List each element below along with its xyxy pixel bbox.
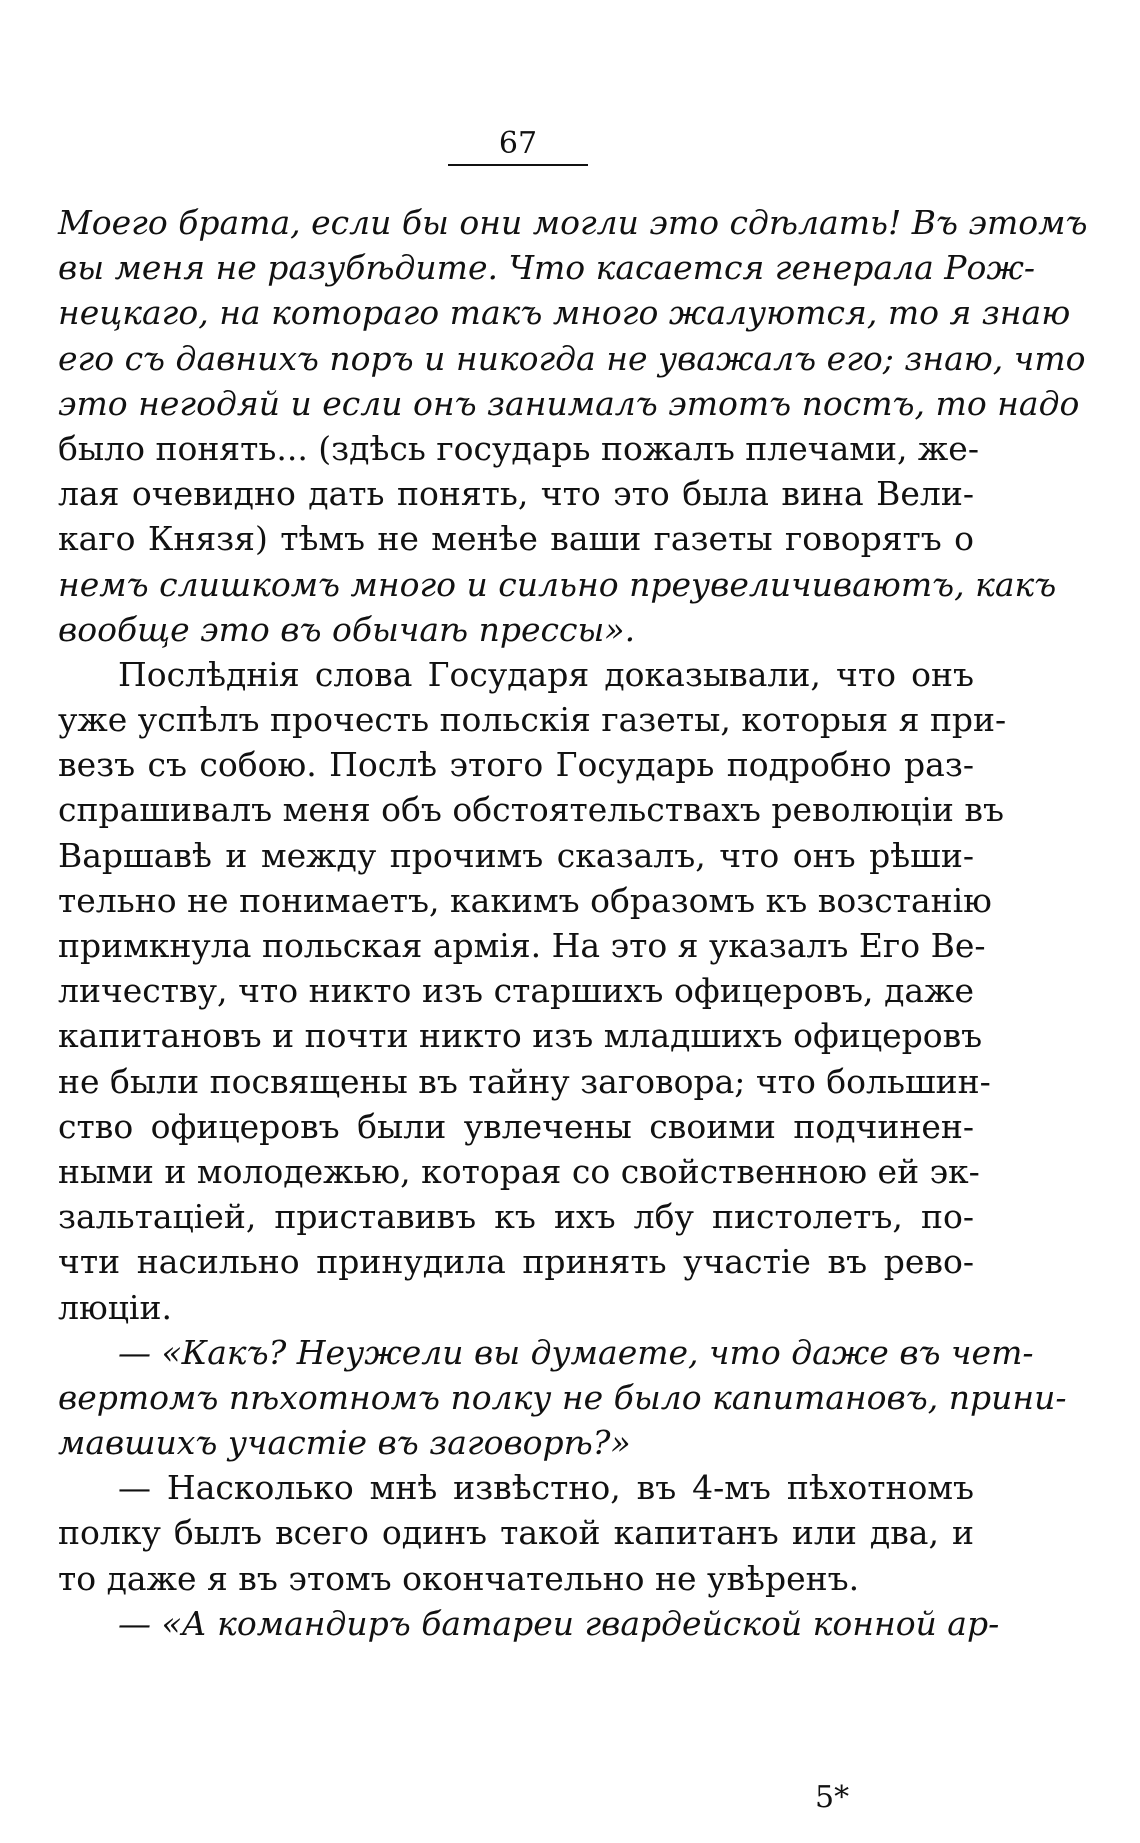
text-line: было понять... (здѣсь государь пожалъ плечами, же- [58,428,979,468]
text-line: примкнула польская армія. На это я указалъ Его Ве- [58,926,986,965]
text-line: мавшихъ участіе въ заговорѣ?» [58,1423,631,1463]
text-line: уже успѣлъ прочесть польскія газеты, которыя я при- [58,700,1007,740]
text-line: его съ давнихъ поръ и никогда не уважалъ его; знаю, что [58,338,1086,378]
text-line: вы меня не разубѣдите. Что касается генерала Рож- [58,248,1035,288]
text-line: каго Князя) тѣмъ не менѣе ваши газеты говорятъ о [58,519,974,559]
text-line: — «А командиръ батареи гвардейской конной ар- [118,1603,1000,1643]
text-line: — Насколько мнѣ извѣстно, въ 4-мъ пѣхотномъ [118,1468,974,1508]
text-line: это негодяй и если онъ занималъ этотъ постъ, то надо [58,383,1080,423]
text-line: вообще это въ обычаѣ прессы». [58,609,636,649]
text-line: — «Какъ? Неужели вы думаете, что даже въ чет- [118,1332,1034,1372]
text-line: везъ съ собою. Послѣ этого Государь подробно раз- [58,745,974,785]
signature-mark: 5* [815,1780,850,1815]
text-line: тельно не понимаетъ, какимъ образомъ къ возстанію [58,880,992,920]
text-line: зальтаціей, приставивъ къ ихъ лбу пистолетъ, по- [58,1197,974,1237]
text-line: то даже я въ этомъ окончательно не увѣренъ. [58,1558,860,1598]
text-line: ными и молодежью, которая со свойственною ей эк- [58,1151,980,1191]
text-line: капитановъ и почти никто изъ младшихъ офицеровъ [58,1016,983,1056]
text-line: полку былъ всего одинъ такой капитанъ или два, и [58,1513,974,1553]
text-line: личеству, что никто изъ старшихъ офицеровъ, даже [58,971,974,1011]
text-line: не были посвящены въ тайну заговора; что большин- [58,1061,991,1101]
text-line: Послѣднія слова Государя доказывали, что онъ [118,654,974,694]
text-line: Моего брата, если бы они могли это сдѣлать! Въ этомъ [58,203,1088,242]
text-line: нецкаго, на котораго такъ много жалуются, то я знаю [58,293,1071,333]
text-line: ство офицеровъ были увлечены своими подчинен- [58,1106,974,1146]
body-text [58,200,1088,1646]
text-line: вертомъ пѣхотномъ полку не было капитановъ, прини- [58,1377,1067,1417]
text-line: немъ слишкомъ много и сильно преувеличиваютъ, какъ [58,564,1057,604]
page-number: 67 [448,126,588,166]
text-line: спрашивалъ меня объ обстоятельствахъ революціи въ [58,790,1004,830]
text-line: люціи. [58,1287,172,1327]
text-line: лая очевидно дать понять, что это была вина Вели- [58,474,974,514]
text-line: чти насильно принудила принять участіе въ рево- [58,1242,974,1282]
text-line: Варшавѣ и между прочимъ сказалъ, что онъ рѣши- [58,835,974,875]
